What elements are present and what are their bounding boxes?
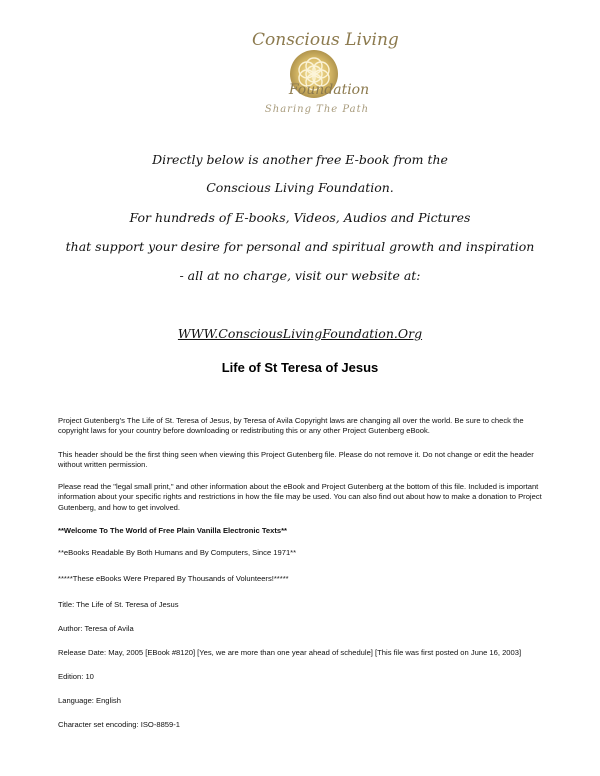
body-paragraph: **eBooks Readable By Both Humans and By Computers, Since 1971** xyxy=(58,548,297,557)
meta-encoding: Character set encoding: ISO-8859-1 xyxy=(58,720,180,729)
body-paragraph: This header should be the first thing seen when viewing this Project Gutenberg file. Please do not remove it. Do not change or edit the header without written permission. xyxy=(58,450,534,470)
conscious-living-logo xyxy=(252,26,399,122)
meta-title: Title: The Life of St. Teresa of Jesus xyxy=(58,600,179,609)
body-paragraph: Project Gutenberg's The Life of St. Teresa of Jesus, by Teresa of Avila Copyright laws are changing all over the world. Be sure to check the copyright laws for your country before downloading or redistributing this or any other Project Gutenberg eBook. xyxy=(58,416,524,436)
welcome-heading: **Welcome To The World of Free Plain Vanilla Electronic Texts** xyxy=(58,526,287,535)
body-paragraph: *****These eBooks Were Prepared By Thousands of Volunteers!***** xyxy=(58,574,289,583)
intro-line: Directly below is another free E-book from the xyxy=(152,152,448,167)
intro-line: - all at no charge, visit our website at: xyxy=(179,268,421,283)
meta-author: Author: Teresa of Avila xyxy=(58,624,134,633)
document-title: Life of St Teresa of Jesus xyxy=(221,360,379,375)
logo-line-2: Foundation xyxy=(288,82,370,98)
intro-line: that support your desire for personal and spiritual growth and inspiration xyxy=(65,239,535,254)
intro-line: Conscious Living Foundation. xyxy=(206,180,394,195)
website-link[interactable]: WWW.ConsciousLivingFoundation.Org xyxy=(177,326,423,341)
intro-line: For hundreds of E-books, Videos, Audios and Pictures xyxy=(129,210,471,225)
meta-release-date: Release Date: May, 2005 [EBook #8120] [Yes, we are more than one year ahead of schedule] [This file was first posted on June 16, 2003] xyxy=(58,648,522,657)
meta-edition: Edition: 10 xyxy=(58,672,94,681)
meta-language: Language: English xyxy=(58,696,121,705)
body-paragraph: Please read the "legal small print," and other information about the eBook and Project Gutenberg at the bottom of this file. Included is important information about your specific rights and restrictions in how the file may be used. You can also find out about how to make a donation to Project Gutenberg, and how to get involved. xyxy=(58,482,542,512)
logo-line-1: Conscious Living xyxy=(252,30,399,50)
logo-line-3: Sharing The Path xyxy=(264,104,370,115)
